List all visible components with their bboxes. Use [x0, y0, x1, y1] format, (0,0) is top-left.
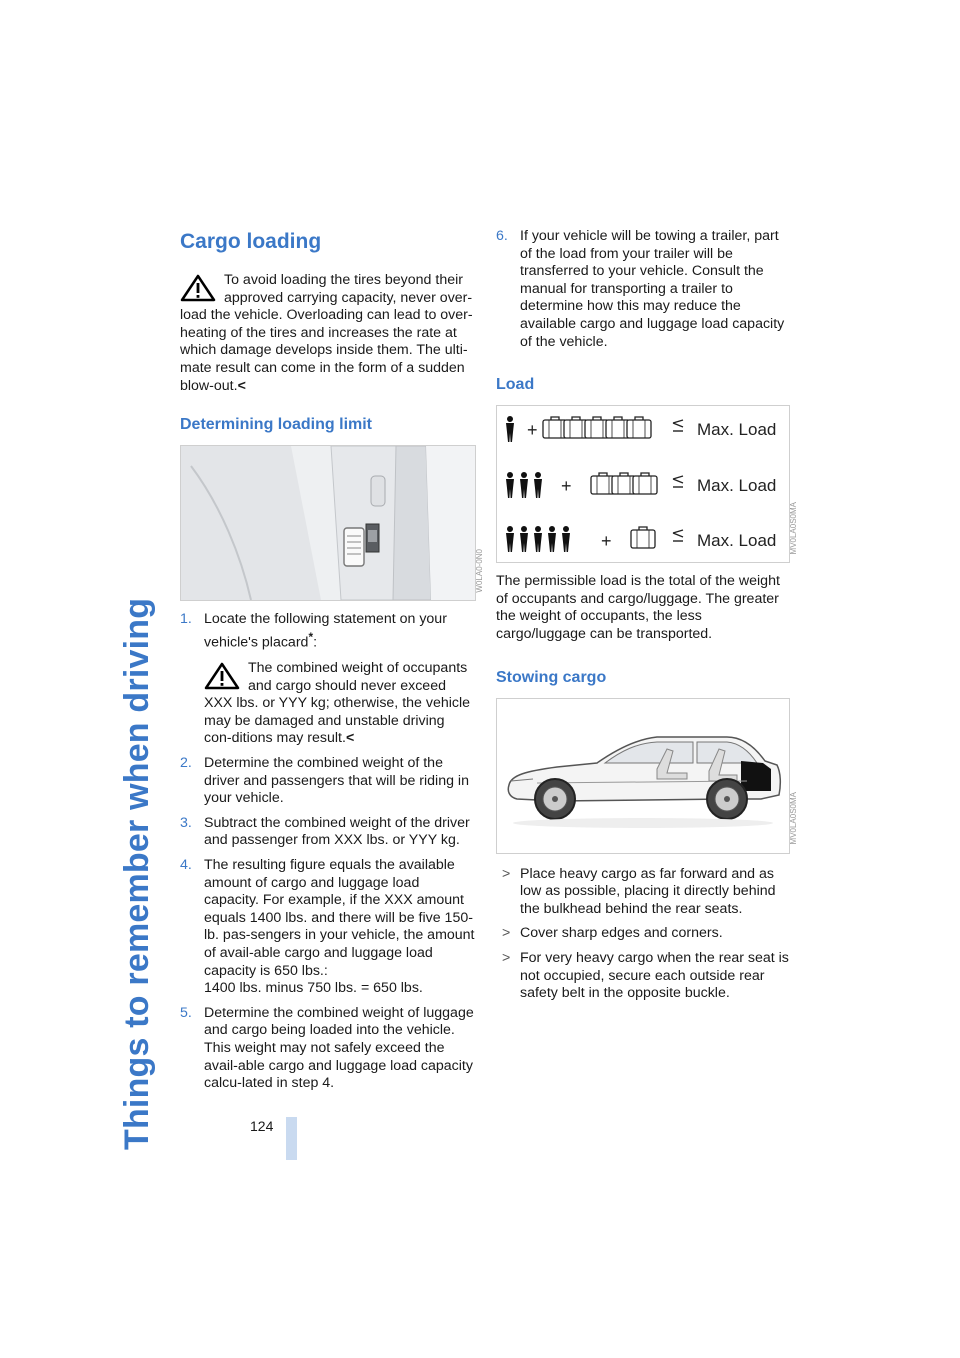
list-item: [180, 857, 476, 998]
list-item: [496, 228, 790, 351]
bullet-text: For very heavy cargo when the rear seat is not occupied, secure each outside rear safety belt in the opposite buckle.: [520, 949, 789, 1002]
bullet-marker: >: [502, 925, 511, 942]
warning-overload: [180, 272, 476, 395]
subheading-stowing-cargo: Stowing cargo: [496, 668, 607, 686]
list-item: [496, 925, 790, 943]
asterisk-mark: *: [308, 629, 314, 644]
load-diagram: [497, 406, 789, 562]
warning-overload-text: To avoid loading the tires beyond their approved carrying capacity, never over-load the vehicle. Overloading can lead to over-heating of the tires and increases the rate at which damage develops inside them. The ulti-mate result can come in the form of a sudden blow-out.: [180, 272, 473, 394]
car-cargo-figure: [496, 698, 799, 854]
step-number: 2.: [180, 755, 192, 772]
list-item: [180, 611, 476, 748]
step-text: Determine the combined weight of luggage and cargo being loaded into the vehicle. This weight may not safely exceed the avail-able cargo and luggage load capacity calcu-lated in step 4.: [204, 1004, 474, 1092]
car-side-illustration: [497, 699, 789, 853]
step-number: 5.: [180, 1004, 192, 1021]
door-pillar-placard-figure: [180, 445, 485, 601]
step-text: The resulting figure equals the available amount of cargo and luggage load capacity. For example, if the XXX amount equals 1400 lbs. and there will be five 150-lb. pas-sengers in your vehicle, the amount of avail-able cargo and luggage load capacity is 650 lbs.:: [204, 857, 475, 979]
figure-code: W0LA0-0N0: [475, 548, 485, 593]
bullet-marker: >: [502, 949, 511, 966]
svg-text:+: +: [601, 531, 612, 552]
load-paragraph: The permissible load is the total of the weight of occupants and cargo/luggage. The greater the weight of occupants, the less cargo/luggage can be transported.: [496, 573, 780, 642]
door-pillar-illustration: [181, 446, 475, 600]
max-load-label: Max. Load: [697, 420, 777, 440]
warning-triangle-icon: [180, 274, 216, 302]
list-item: [496, 950, 790, 1003]
svg-text:+: +: [561, 476, 572, 497]
step-calculation: 1400 lbs. minus 750 lbs. = 650 lbs.: [204, 980, 423, 997]
list-item: [180, 1005, 476, 1093]
step-text: Determine the combined weight of the driver and passengers that will be riding in your vehicle.: [204, 755, 469, 807]
subheading-load: Load: [496, 376, 535, 394]
page-number-bar: [286, 1117, 297, 1160]
step-text: Locate the following statement on your vehicle's placard: [204, 611, 447, 651]
step-text: If your vehicle will be towing a trailer, part of the load from your trailer will be transferred to your vehicle. Consult the manual for transporting a trailer to determine how this may reduce the available cargo and luggage load capacity of the vehicle.: [520, 228, 785, 350]
list-item: [180, 755, 476, 808]
list-item: [496, 866, 790, 919]
step-number: 6.: [496, 228, 508, 244]
stowing-bullets: [496, 866, 790, 1003]
person-icon: [506, 416, 514, 442]
load-diagram-figure: [496, 405, 799, 563]
max-load-label: Max. Load: [697, 531, 777, 551]
right-column: [496, 228, 799, 1010]
warning-end-mark: <: [345, 730, 355, 747]
list-item: [180, 815, 476, 850]
figure-code: MV0LA0S0MA: [789, 792, 799, 845]
max-load-label: Max. Load: [697, 476, 777, 496]
heading-cargo-loading: Cargo loading: [180, 230, 322, 253]
step-number: 3.: [180, 814, 192, 831]
step-number: 1.: [180, 611, 192, 628]
svg-text:+: +: [527, 420, 538, 441]
step-text: Subtract the combined weight of the driver and passenger from XXX lbs. or YYY kg.: [204, 814, 470, 849]
steps-list: [180, 611, 476, 1093]
warning-triangle-icon: [204, 662, 240, 690]
page-number: 124: [250, 1118, 274, 1134]
warning-end-mark: <: [237, 377, 246, 394]
warning-combined-weight: [204, 660, 476, 748]
bullet-text: Cover sharp edges and corners.: [520, 925, 723, 942]
step-number: 4.: [180, 857, 192, 874]
warning-combined-weight-text: The combined weight of occupants and cargo should never exceed XXX lbs. or YYY kg; otherwise, the vehicle may be damaged and unstable driving con-ditions may result.: [204, 660, 471, 747]
chapter-side-title: Things to remember when driving: [118, 597, 156, 1150]
subheading-loading-limit: Determining loading limit: [180, 416, 373, 434]
left-column: [180, 228, 485, 1100]
bullet-text: Place heavy cargo as far forward and as low as possible, placing it directly behind the bulkhead behind the rear seats.: [520, 865, 776, 917]
colon-mark: :: [313, 634, 318, 651]
figure-code: MV0LA0S0MA: [789, 501, 799, 555]
bullet-marker: >: [502, 865, 511, 882]
